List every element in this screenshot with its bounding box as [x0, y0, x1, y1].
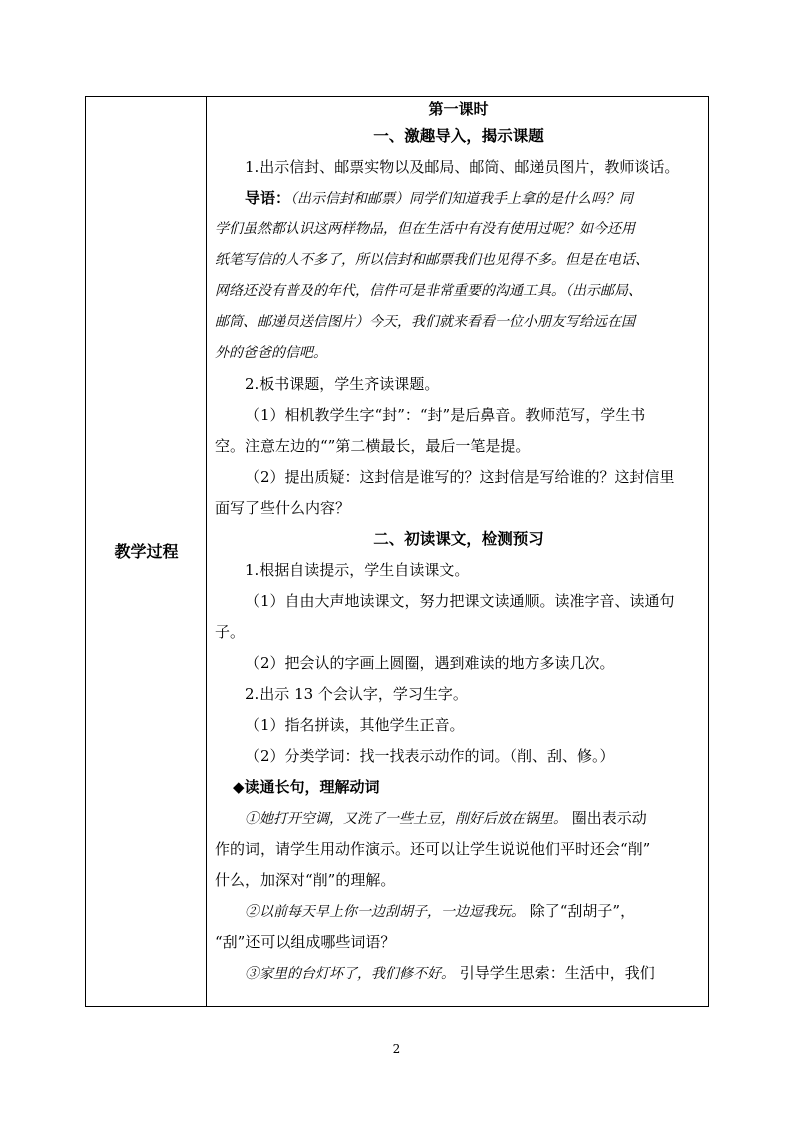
guide-line: 纸笔写信的人不多了，所以信封和邮票我们也见得不多。但是在电话、: [215, 252, 649, 268]
paragraph: 1.根据自读提示，学生自读课文。: [245, 561, 470, 579]
paragraph: 2.出示 13 个会认字，学习生字。: [245, 685, 468, 703]
example-quote: ②以前每天早上你一边刮胡子，一边逗我玩。: [245, 904, 525, 920]
example-quote: ①她打开空调，又洗了一些土豆，削好后放在锅里。: [245, 811, 567, 827]
section1-title: 一、激趣导入，揭示课题: [373, 127, 544, 145]
page-number: 2: [392, 1042, 401, 1056]
paragraph: （2）把会认的字画上圆圈，遇到难读的地方多读几次。: [245, 654, 615, 672]
label-column: [86, 97, 207, 1006]
paragraph: （1）指名拼读，其他学生正音。: [245, 716, 465, 734]
paragraph: （1）自由大声地读课文，努力把课文读通顺。读准字音、读通句: [245, 592, 675, 610]
example-text: 引导学生思索：生活中，我们: [455, 964, 655, 982]
lesson-title: 第一课时: [428, 100, 489, 118]
content-column: [207, 97, 708, 989]
section-label: 教学过程: [114, 542, 179, 561]
paragraph: “刮”还可以组成哪些词语？: [215, 933, 396, 951]
paragraph: （1）相机教学生字“封”：“封”是后鼻音。教师范写，学生书: [245, 406, 646, 424]
paragraph: 作的词，请学生用动作演示。还可以让学生说说他们平时还会“削”: [215, 840, 651, 858]
guide-line: 邮筒、邮递员送信图片）今天，我们就来看看一位小朋友写给远在国: [215, 314, 635, 330]
guide-label: 导语：: [245, 189, 291, 207]
section2-title: 二、初读课文，检测预习: [373, 530, 544, 548]
guide-line: 网络还没有普及的年代，信件可是非常重要的沟通工具。（出示邮局、: [215, 283, 642, 299]
guide-text: （出示信封和邮票）同学们知道我手上拿的是什么吗？同: [290, 191, 634, 207]
lesson-plan-table: [85, 96, 709, 1007]
paragraph: 1.出示信封、邮票实物以及邮局、邮筒、邮递员图片，教师谈话。: [245, 158, 680, 176]
guide-line: 外的爸爸的信吧。: [215, 345, 327, 361]
paragraph: 面写了些什么内容？: [215, 499, 351, 517]
bullet-heading: ◆读通长句，理解动词: [233, 778, 380, 796]
guide-line: 学们虽然都认识这两样物品，但在生活中有没有使用过呢？如今还用: [215, 221, 635, 237]
example-text: 除了“刮胡子”，: [525, 902, 636, 920]
paragraph: 什么，加深对“削”的理解。: [215, 871, 396, 889]
paragraph: （2）分类学词：找一找表示动作的词。（削、刮、修。）: [245, 747, 615, 765]
paragraph: 空。注意左边的“”第二横最长，最后一笔是提。: [215, 437, 531, 455]
example-line: [215, 958, 702, 989]
example-line: [215, 896, 702, 927]
paragraph: （2）提出质疑：这封信是谁写的？这封信是写给谁的？这封信里: [245, 468, 675, 486]
guide-line: [215, 183, 702, 214]
example-quote: ③家里的台灯坏了，我们修不好。: [245, 966, 455, 982]
example-text: 圈出表示动: [567, 809, 647, 827]
paragraph: 2.板书课题，学生齐读课题。: [245, 375, 440, 393]
paragraph: 子。: [215, 623, 246, 641]
example-line: [215, 803, 702, 834]
